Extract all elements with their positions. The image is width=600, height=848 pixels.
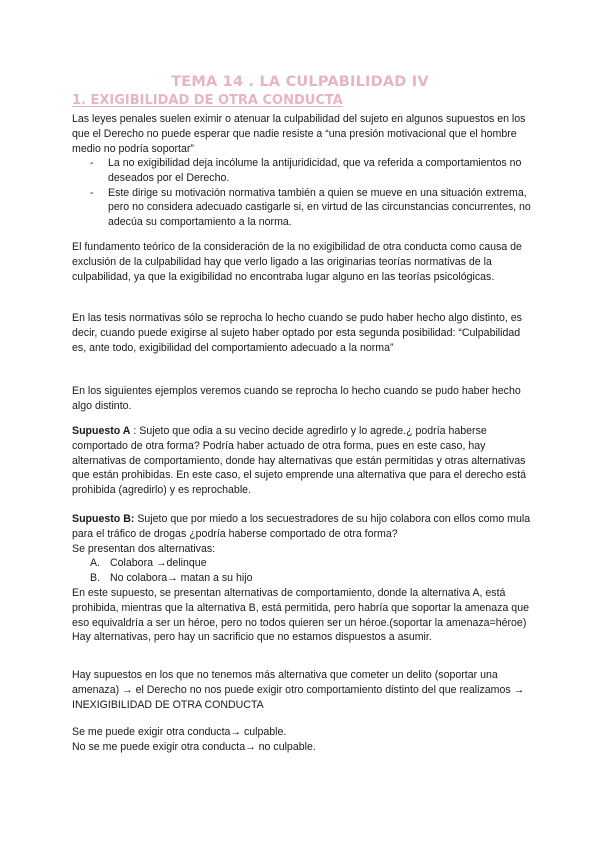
conclusion-block [72, 725, 532, 755]
supuesto-b-label: Supuesto B: [72, 513, 135, 525]
supuesto-b-section [72, 512, 532, 645]
supuesto-a-label: Supuesto A [72, 425, 131, 437]
inexigibilidad-text: Hay supuestos en los que no tenemos más alternativa que cometer un delito (soportar una amenaza) → el Derecho no nos puede exigir otro comportamiento distinto del que realizamos → INEXIGIBILIDAD DE OTRA CONDUCTA [72, 669, 525, 711]
supuesto-b-body: Sujeto que por miedo a los secuestradores de su hijo colabora con ellos como mula para el tráfico de drogas ¿podría haberse comportado de otra forma? [72, 513, 531, 540]
inexigibilidad-paragraph [72, 668, 532, 712]
supuesto-a-text [72, 424, 532, 498]
supuesto-a-paragraph [72, 424, 532, 498]
alternatives-intro: Se presentan dos alternativas: [72, 542, 216, 555]
conclusion-line: No se me puede exigir otra conducta→ no culpable. [72, 740, 316, 753]
bullet-mark: - [90, 157, 94, 169]
tesis-text: En las tesis normativas sólo se reprocha lo hecho cuando se pudo haber hecho algo distinto, es decir, cuando puede exigirse al sujeto haber optado por esta segunda posibilidad: “Culpabilidad es, ante todo, exigibilidad del comportamiento adecuado a la norma” [72, 312, 522, 354]
fundamento-text: El fundamento teórico de la consideración de la no exigibilidad de otra conducta como causa de exclusión de la culpabilidad hay que verlo ligado a las originarias teorías normativas de la culpabilidad, ya que la exigibilidad no encontraba lugar alguno en las teorías psicológicas. [72, 241, 522, 283]
tesis-paragraph [72, 311, 532, 355]
bullet-text: La no exigibilidad deja incólume la antijuridicidad, que va referida a comportamientos no deseados por el Derecho. [108, 157, 522, 184]
list-item [72, 556, 532, 571]
list-item [72, 186, 532, 230]
conclusion-line: Se me puede exigir otra conducta→ culpable. [72, 726, 287, 738]
ejemplos-paragraph [72, 384, 532, 414]
alternative-text: Colabora →delinque [110, 557, 207, 570]
fundamento-paragraph [72, 240, 532, 284]
intro-text: Las leyes penales suelen eximir o atenuar la culpabilidad del sujeto en algunos supuestos en los que el Derecho no puede esperar que nadie resiste a “una presión motivacional que el hombre medio no podría soportar” [72, 113, 526, 155]
list-item [72, 571, 532, 586]
supuesto-a-body: : Sujeto que odia a su vecino decide agredirlo y lo agrede.¿ podría haberse comportado de otra forma? Podría haber actuado de otra forma, pues en este caso, hay alternativas de comportamiento, donde hay alternativas que están permitidas y otras alternativas que están prohibidas. En este caso, el sujeto emprende una alternativa que para el derecho está prohibida (agredirlo) y es reprochable. [72, 425, 527, 497]
intro-paragraph [72, 112, 532, 156]
supuesto-b-explanation: En este supuesto, se presentan alternativas de comportamiento, donde la alternativa A, está prohibida, mientras que la alternativa B, está permitida, pero habría que soportar la amenaza que eso equivaldría a ser un héroe, pero no todos quieren ser un héroe.(soportar la amenaza=héroe) Hay alternativas, pero hay un sacrificio que no estamos dispuestos a asumir. [72, 586, 529, 644]
alternative-mark: B. [90, 572, 101, 585]
alternative-mark: A. [90, 557, 101, 570]
section-heading: 1. EXIGIBILIDAD DE OTRA CONDUCTA [72, 93, 343, 108]
alternatives-list [72, 556, 532, 586]
alternative-text: No colabora→ matan a su hijo [110, 572, 253, 585]
bullet-list [72, 156, 532, 230]
page-title: TEMA 14 . LA CULPABILIDAD IV [171, 74, 429, 90]
bullet-text: Este dirige su motivación normativa también a quien se mueve en una situación extrema, pero no considera adecuado castigarle si, en virtud de las circunstancias concurrentes, no adecúa su comportamiento a la norma. [108, 186, 531, 229]
supuesto-b-text [72, 512, 532, 542]
ejemplos-text: En los siguientes ejemplos veremos cuando se reprocha lo hecho cuando se pudo haber hecho algo distinto. [72, 385, 521, 412]
list-item [72, 156, 532, 186]
bullet-mark: - [90, 186, 94, 199]
